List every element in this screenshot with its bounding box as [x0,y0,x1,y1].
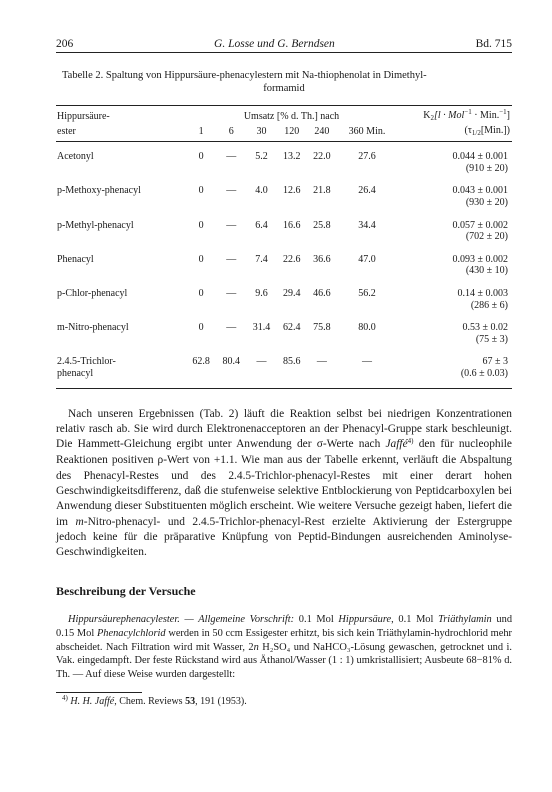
page-number: 206 [56,38,74,50]
rate-constant-cell: 0.53 ± 0.02 (75 ± 3) [462,322,508,345]
conversion-cell: 85.6 [277,355,307,388]
col-header-time: 240 [307,124,337,142]
conversion-cell: — [226,185,237,197]
conversion-cell: 46.6 [313,287,331,299]
col-header-name: Hippursäure- [56,106,186,124]
conversion-cell: 9.6 [255,287,268,299]
ester-name-cell: p-Methyl-phenacyl [57,219,134,231]
conversion-cell: — [226,253,237,265]
conversion-cell: — [226,219,237,231]
rate-constant-cell: 0.057 ± 0.002 (702 ± 20) [452,219,508,243]
procedure-paragraph: Hippursäurephenacylester. — Allgemeine Vorschrift: 0.1 Mol Hippursäure, 0.1 Mol Triäthylamin und 0.15 Mol Phenacylchlorid werden in 50 ccm Essigester erhitzt, bis sich kein Triäthylamin-hydrochlorid mehr abscheidet. Nach Filtration wird mit Wasser, 2n H₂SO₄ und NaHCO₃-Lösung gewaschen, getrocknet und i. Vak. eingedampft. Der feste Rückstand wird aus Äthanol/Wasser (1 : 1) umkristallisiert; Ausbeute 68−81% d. Th. — Auf diese Weise wurden dargestellt: [56,614,513,680]
conversion-cell: 22.6 [282,253,301,265]
footnote: $^{4)}$ H. H. Jaffé, Chem. Reviews 53, 191 (1953). [62,693,247,707]
col-header-time: 1 [186,124,216,142]
col-header-name-2: ester [56,124,186,142]
conversion-cell: 0 [198,253,204,265]
table-row [56,219,512,253]
conversion-cell: 6.4 [255,219,268,231]
ester-name-cell: 2.4.5-Trichlor- phenacyl [56,355,186,388]
conversion-cell: — [337,355,397,388]
conversion-cell: 0 [198,322,204,334]
conversion-cell: — [226,322,237,334]
ester-name-cell: m-Nitro-phenacyl [57,322,129,334]
conversion-cell: 0 [198,287,204,299]
conversion-cell: 16.6 [282,219,301,231]
conversion-cell: 26.4 [358,185,376,197]
conversion-cell: 5.2 [255,151,268,163]
table-header-row-2 [56,124,512,142]
conversion-cell: — [226,287,237,299]
conversion-cell: 56.2 [358,287,376,299]
col-header-umsatz: Umsatz [% d. Th.] nach [186,106,397,124]
conversion-cell: 25.8 [313,219,331,231]
conversion-cell: 47.0 [358,253,376,265]
ester-name-cell: p-Chlor-phenacyl [57,287,128,299]
conversion-cell: 62.4 [282,322,301,334]
results-table [56,105,512,389]
conversion-cell: 4.0 [255,185,268,197]
conversion-cell: 80.0 [358,322,376,334]
conversion-cell: 22.0 [313,151,331,163]
rate-constant-cell: 0.043 ± 0.001 (930 ± 20) [452,185,508,208]
table-row [56,253,512,287]
discussion-paragraph: Nach unseren Ergebnissen (Tab. 2) läuft die Reaktion selbst bei niedrigen Konzentrationen relativ rasch ab. Sie wird durch Elektronenacceptoren an der Phenacyl-Gruppe stark beschleunigt. Die Hammett-Gleichung ergibt unter Anwendung der σ-Werte nach Jaffé$^{4)}$ den für nucleophile Reaktionen positiven ρ-Wert von +1.1. Wie man aus der Tabelle erkennt, verläuft die Abspaltung des Phenacyl-Restes und des 2.4.5-Trichlor-phenacyl-Restes mit einer derart hohen Geschwindigkeitsdifferenz, daß die stufenweise selektive Entblockierung von Peptidcarboxylen bei Anwendung dieser Substituenten möglich erscheint. Wie weitere Versuche gezeigt haben, liefert die im m-Nitro-phenacyl- und 2.4.5-Trichlor-phenacyl-Rest erzielte Aktivierung der Estergruppe jedoch keine für die präparative Knüpfung von Peptid-Bindungen ausreichenden Aminolyse-Geschwindigkeiten. [56,407,512,559]
conversion-cell: — [246,355,276,388]
ester-name-cell: Acetonyl [57,151,94,163]
conversion-cell: 31.4 [252,322,271,334]
table-header-row-1 [56,106,512,124]
running-header [56,38,512,53]
col-header-time: 6 [216,124,246,142]
footnote-divider [56,692,142,693]
rate-constant-cell: 0.093 ± 0.002 (430 ± 10) [452,253,508,277]
caption-line-2: formamid [263,82,305,94]
ester-name-cell: Phenacyl [57,253,94,265]
conversion-cell: 75.8 [313,322,331,334]
col-header-time: 120 [277,124,307,142]
table-row [56,355,512,388]
col-header-k2: $K_2[l \cdot Mol^{-1} \cdot Min.^{-1}]$ [397,106,512,124]
conversion-cell: 12.6 [282,185,301,197]
rate-constant-cell: 0.14 ± 0.003 (286 ± 6) [457,287,508,311]
table-row [56,287,512,321]
conversion-cell: 0 [198,219,204,231]
col-header-time: 30 [246,124,276,142]
conversion-cell: 7.4 [255,253,268,265]
rate-constant-cell: 0.044 ± 0.001 (910 ± 20) [452,151,508,174]
table-caption [56,70,512,95]
section-heading: Beschreibung der Versuche [56,584,196,599]
caption-line-1: Tabelle 2. Spaltung von Hippursäure-phenacylestern mit Na-thiophenolat in Dimethyl- [62,70,427,81]
conversion-cell: 0 [198,185,204,197]
table-row [56,321,512,355]
running-authors: G. Losse und G. Berndsen [214,38,335,50]
conversion-cell: 62.8 [186,355,216,388]
rate-constant-cell: 67 ± 3 (0.6 ± 0.03) [397,355,512,388]
table-row [56,142,512,185]
table-row [56,184,512,218]
conversion-cell: 80.4 [216,355,246,388]
conversion-cell: 29.4 [282,287,301,299]
conversion-cell: 36.6 [313,253,331,265]
col-header-halflife: $(\tau_{1/2}[Min.])$ [397,124,512,142]
conversion-cell: 13.2 [282,151,301,163]
conversion-cell: — [226,151,237,163]
conversion-cell: 21.8 [313,185,331,197]
document-page [56,38,512,707]
conversion-cell: 34.4 [358,219,376,231]
conversion-cell: 27.6 [358,151,376,163]
conversion-cell: — [307,355,337,388]
col-header-time: 360 Min. [337,124,397,142]
conversion-cell: 0 [198,151,204,163]
ester-name-cell: p-Methoxy-phenacyl [57,185,141,197]
volume-label: Bd. 715 [475,38,512,50]
